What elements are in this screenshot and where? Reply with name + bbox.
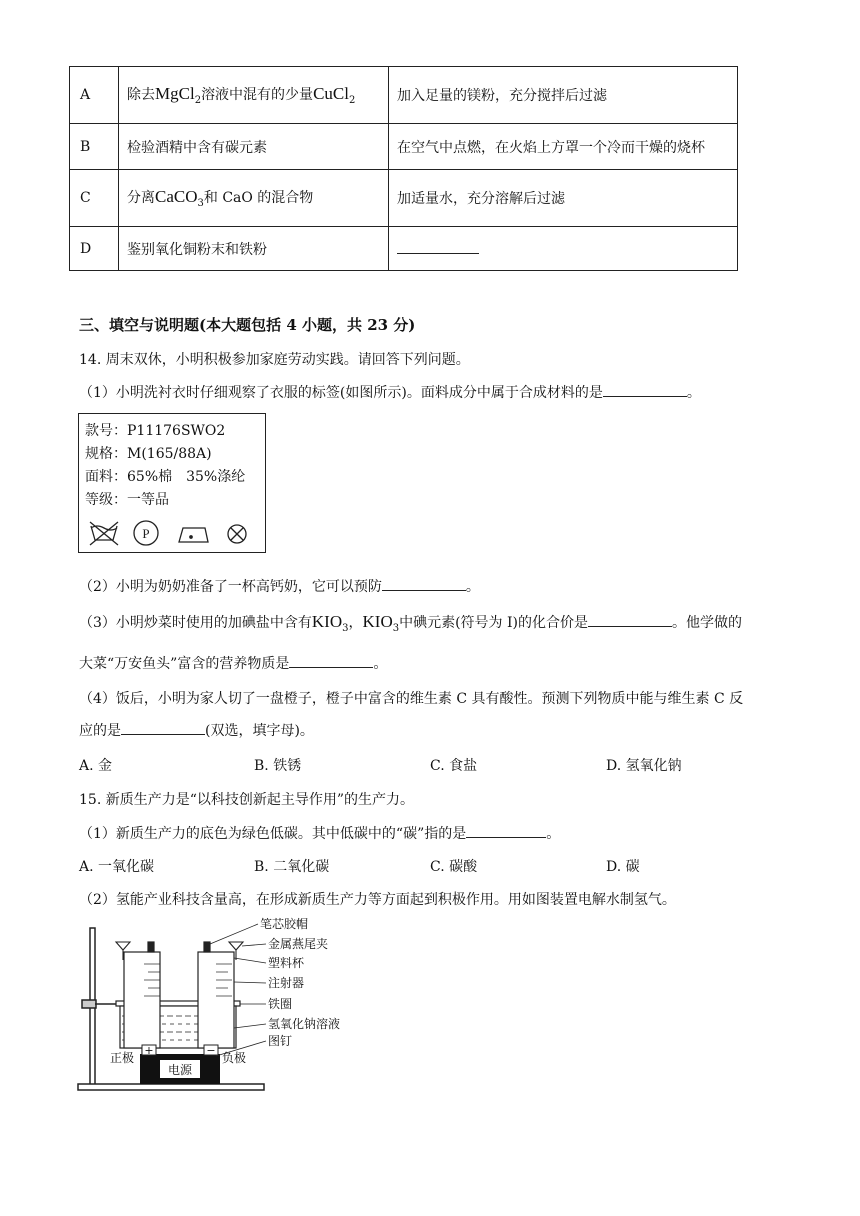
label-line: 等级：一等品 [85, 492, 169, 508]
option-a[interactable]: A. 一氧化碳 [79, 859, 155, 875]
no-wash-icon [90, 522, 118, 545]
table-row [70, 227, 738, 271]
row-method: 加入足量的镁粉，充分搅拌后过滤 [389, 67, 738, 124]
q15-part1: （1）新质生产力的底色为绿色低碳。其中低碳中的“碳”指的是 。 [79, 826, 561, 842]
q14-stem: 14. 周末双休，小明积极参加家庭劳动实践。请回答下列问题。 [79, 352, 470, 368]
row-item: 检验酒精中含有碳元素 [119, 124, 389, 170]
row-method-blank[interactable] [389, 227, 738, 271]
q14-part4: （4）饭后，小明为家人切了一盘橙子，橙子中富含的维生素 C 具有酸性。预测下列物质中能与维生素 C 反 [79, 691, 744, 707]
clothing-label [78, 413, 266, 553]
answer-blank[interactable] [603, 383, 687, 397]
option-b[interactable]: B. 铁锈 [254, 758, 302, 774]
option-c[interactable]: C. 碳酸 [430, 859, 478, 875]
row-letter: D [70, 227, 119, 271]
no-tumble-dry-icon [228, 525, 246, 543]
row-letter: A [70, 67, 119, 124]
option-d[interactable]: D. 碳 [606, 859, 640, 875]
answer-blank[interactable] [121, 721, 205, 735]
q15-options [79, 856, 779, 876]
experiment-table [69, 66, 738, 271]
table-row [70, 124, 738, 170]
svg-text:P: P [142, 526, 150, 541]
row-item: 除去MgCl$_2$溶液中混有的少量CuCl$_2$ [119, 67, 389, 124]
option-c[interactable]: C. 食盐 [430, 758, 478, 774]
option-d[interactable]: D. 氢氧化钠 [606, 758, 682, 774]
answer-blank[interactable] [397, 239, 479, 254]
row-item: 鉴别氧化铜粉末和铁粉 [119, 227, 389, 271]
label-cap: 笔芯胶帽 [260, 917, 309, 931]
dry-clean-p-icon [134, 521, 158, 545]
label-naoh: 氢氧化钠溶液 [268, 1017, 341, 1031]
table-row [70, 170, 738, 227]
q14-part3-cont: 大菜“万安鱼头”富含的营养物质是 。 [79, 656, 388, 672]
q14-options [79, 755, 779, 775]
label-clip: 金属燕尾夹 [268, 937, 329, 951]
row-method: 加适量水，充分溶解后过滤 [389, 170, 738, 227]
label-cup: 塑料杯 [268, 956, 305, 970]
q14-part4-cont: 应的是 (双选，填字母)。 [79, 723, 314, 739]
label-ring: 铁圈 [268, 997, 293, 1011]
label-pin: 图钉 [268, 1034, 293, 1048]
label-positive: 正极 [110, 1051, 135, 1065]
row-method: 在空气中点燃，在火焰上方罩一个冷而干燥的烧杯 [389, 124, 738, 170]
option-a[interactable]: A. 金 [79, 758, 113, 774]
label-line: 规格：M(165/88A) [85, 446, 212, 462]
label-negative: 负极 [222, 1051, 247, 1065]
row-letter: B [70, 124, 119, 170]
q14-part2: （2）小明为奶奶准备了一杯高钙奶，它可以预防 。 [79, 579, 480, 595]
answer-blank[interactable] [289, 654, 373, 668]
row-letter: C [70, 170, 119, 227]
power-label: 电源 [167, 1063, 193, 1077]
table-row [70, 67, 738, 124]
q15-part2: （2）氢能产业科技含量高，在形成新质生产力等方面起到积极作用。用如图装置电解水制氢气。 [79, 892, 676, 908]
label-syringe: 注射器 [268, 976, 305, 990]
label-line: 面料：65%棉 35%涤纶 [85, 469, 246, 485]
plus-sign: + [144, 1044, 154, 1057]
row-item: 分离CaCO$_3$和 CaO 的混合物 [119, 170, 389, 227]
iron-icon [179, 528, 208, 542]
answer-blank[interactable] [382, 577, 466, 591]
minus-sign: − [206, 1044, 216, 1057]
option-b[interactable]: B. 二氧化碳 [254, 859, 330, 875]
care-icons [87, 518, 257, 548]
section-title: 三、填空与说明题(本大题包括 4 小题，共 23 分) [79, 316, 416, 334]
syringe-left [124, 942, 160, 1048]
syringe-right [198, 942, 234, 1048]
answer-blank[interactable] [466, 824, 546, 838]
electrolysis-apparatus-diagram [76, 916, 356, 1096]
label-line: 款号：P11176SWO2 [85, 423, 226, 439]
q14-part3: （3）小明炒菜时使用的加碘盐中含有$KIO_3$，$KIO_3$中碘元素(符号为 I)的化合价是 。他学做的 [79, 612, 742, 634]
q15-stem: 15. 新质生产力是“以科技创新起主导作用”的生产力。 [79, 792, 415, 808]
answer-blank[interactable] [588, 613, 672, 627]
q14-part1: （1）小明洗衬衣时仔细观察了衣服的标签(如图所示)。面料成分中属于合成材料的是 。 [79, 385, 701, 401]
